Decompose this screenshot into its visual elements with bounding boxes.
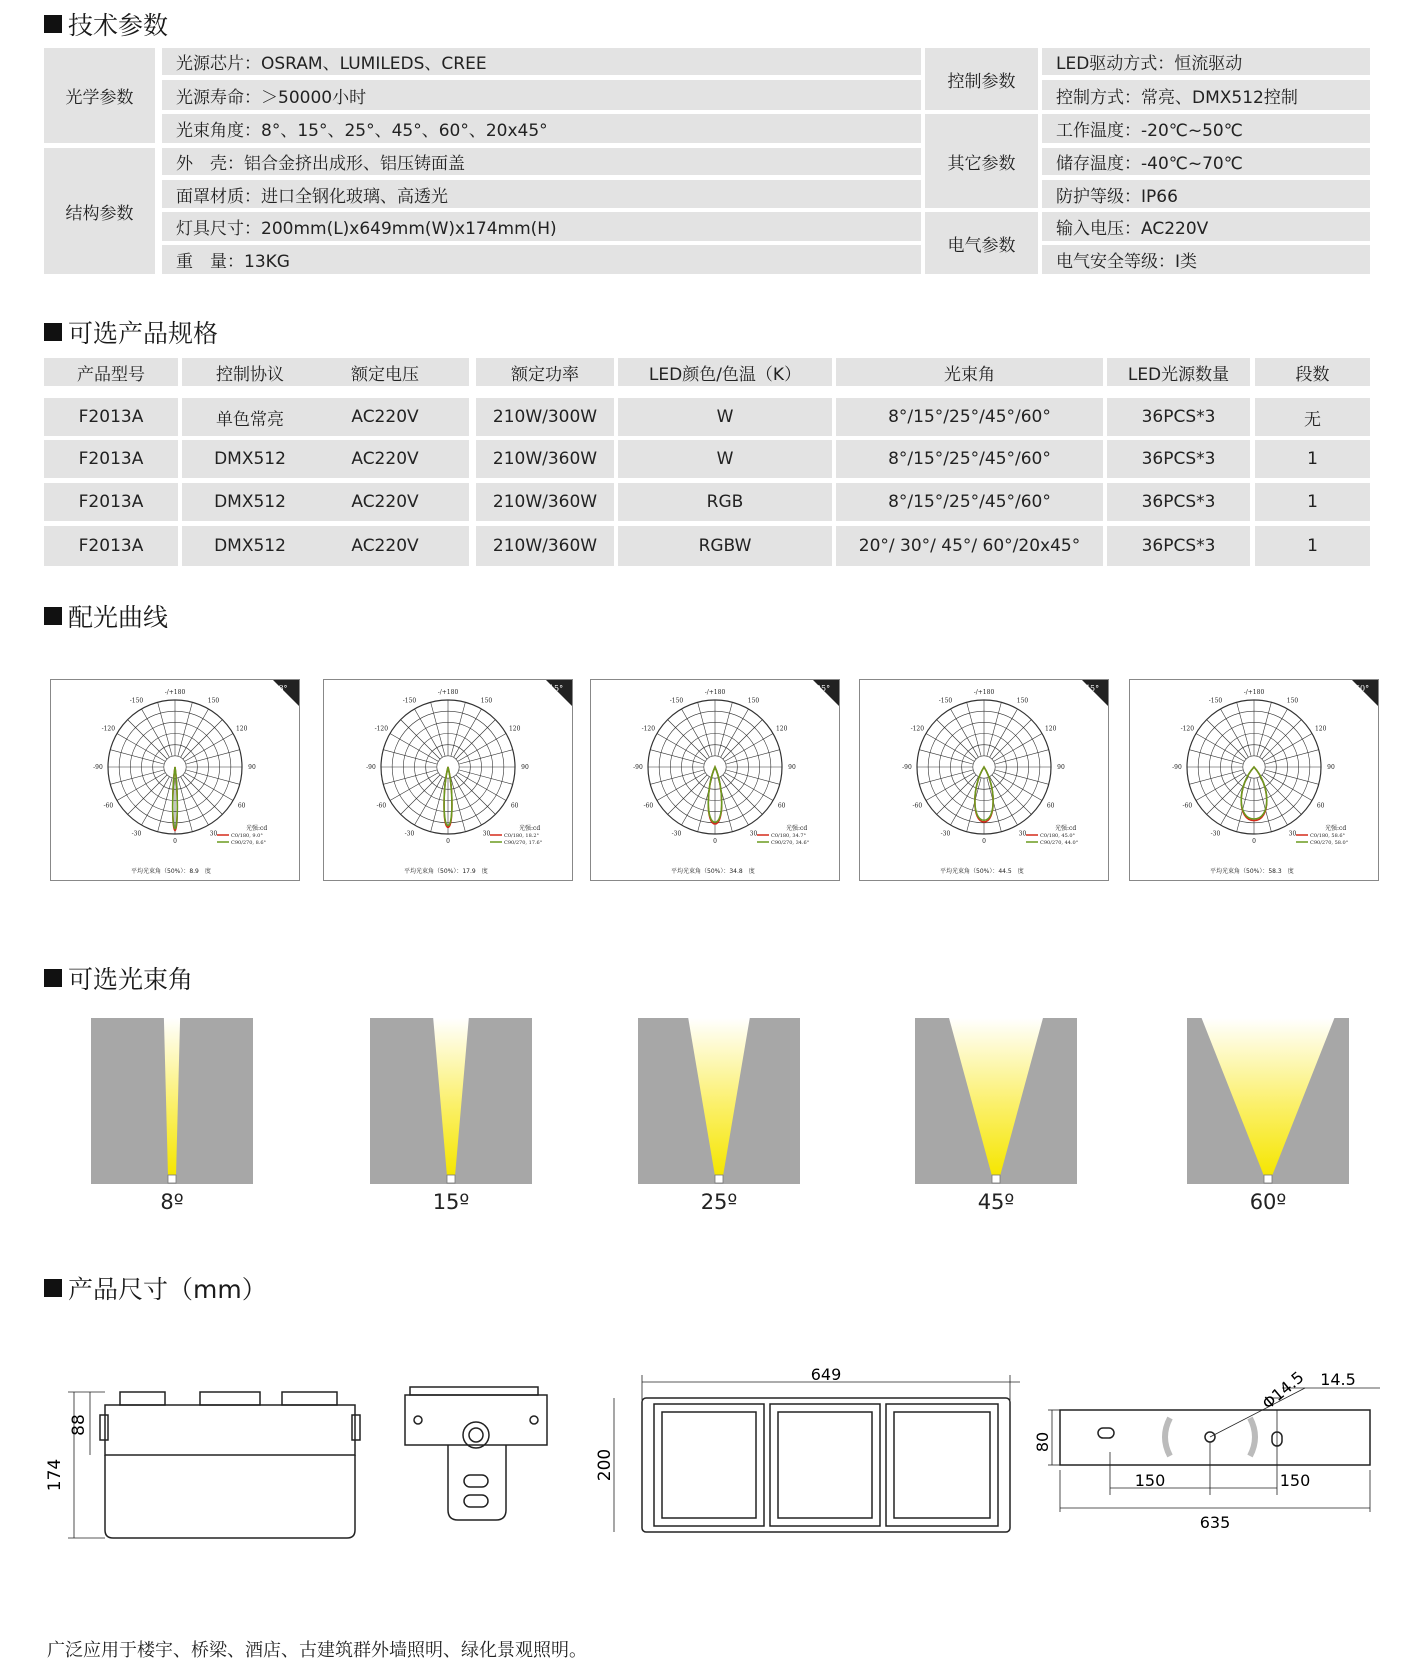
polar-tag-label: 25°: [815, 684, 831, 693]
tech-row: 面罩材质：进口全钢化玻璃、高透光: [162, 180, 921, 208]
table-cell: 36PCS*3: [1107, 440, 1250, 478]
section-title-spec: 可选产品规格: [44, 314, 218, 350]
polar-angle-label: 0: [173, 838, 177, 845]
table-cell: 210W/360W: [476, 526, 614, 566]
tech-group-other: 其它参数: [925, 114, 1038, 208]
polar-angle-label: 60: [1046, 802, 1055, 810]
polar-angle-label: 60: [1316, 802, 1325, 810]
polar-legend-c90: C90/270, 44.0°: [1040, 840, 1079, 846]
polar-tag-label: 15°: [548, 684, 564, 693]
polar-unit-label: 光强:cd: [1325, 825, 1347, 832]
polar-angle-label: 0: [1252, 838, 1256, 845]
polar-angle-label: 60: [237, 802, 246, 810]
light-source-icon: [992, 1175, 1000, 1183]
polar-grid-spoke: [431, 702, 445, 756]
polar-grid-spoke: [668, 720, 707, 759]
polar-grid-spoke: [992, 720, 1031, 759]
end-view-drawing: [400, 1375, 560, 1540]
polar-angle-label: -/+180: [704, 689, 726, 696]
polar-grid-spoke: [178, 702, 192, 756]
front-view-housing: [642, 1398, 1010, 1532]
tech-row: 防护等级：IP66: [1042, 180, 1370, 208]
polar-grid-spoke: [992, 775, 1031, 814]
table-header-cell: 额定电压: [301, 358, 469, 386]
beam-illustration: [91, 1018, 253, 1184]
polar-angle-label: -120: [1180, 725, 1195, 733]
polar-grid-spoke: [451, 778, 465, 832]
polar-grid-spoke: [183, 775, 222, 814]
polar-grid-spoke: [726, 770, 780, 784]
beam-angle-label: 60º: [1249, 1190, 1287, 1214]
polar-legend-c0: C0/180, 18.2°: [504, 833, 540, 839]
polar-angle-label: 120: [775, 725, 788, 733]
polar-grid-spoke: [1262, 775, 1301, 814]
table-cell: F2013A: [44, 440, 178, 478]
polar-grid-spoke: [995, 770, 1049, 784]
square-bullet-icon: [44, 969, 62, 987]
table-header-cell: 光束角: [836, 358, 1103, 386]
polar-grid-spoke: [1262, 720, 1301, 759]
side-view-module: [120, 1392, 165, 1405]
polar-grid-spoke: [698, 702, 712, 756]
beam-cone: [433, 1018, 469, 1176]
end-view-bracket: [448, 1445, 506, 1520]
polar-grid-spoke: [919, 750, 973, 764]
dim-label-649: 649: [810, 1365, 842, 1384]
side-view-bracket: [100, 1415, 108, 1440]
polar-legend-c0: C0/180, 58.6°: [1310, 833, 1346, 839]
polar-grid-spoke: [456, 720, 495, 759]
polar-angle-label: -/+180: [1243, 689, 1265, 696]
dim-label-150: 150: [1279, 1471, 1311, 1490]
polar-chart-svg: [1130, 680, 1378, 880]
polar-legend-c0: C0/180, 34.7°: [771, 833, 807, 839]
polar-grid-spoke: [1265, 750, 1319, 764]
tech-row: 重 量：13KG: [162, 245, 921, 274]
polar-unit-label: 光强:cd: [1055, 825, 1077, 832]
polar-chart: [590, 679, 840, 881]
polar-angle-label: -120: [374, 725, 389, 733]
polar-angle-label: 150: [747, 697, 760, 705]
polar-grid-spoke: [128, 775, 167, 814]
polar-angle-label: 30: [1288, 830, 1297, 838]
table-cell: RGB: [618, 483, 832, 521]
polar-legend-c90: C90/270, 34.6°: [771, 840, 810, 846]
light-source-icon: [447, 1175, 455, 1183]
beam-angle-label: 25º: [700, 1190, 738, 1214]
polar-grid-spoke: [383, 770, 437, 784]
tech-row: 光源芯片：OSRAM、LUMILEDS、CREE: [162, 48, 921, 75]
polar-angle-label: 90: [1057, 764, 1065, 771]
polar-unit-label: 光强:cd: [519, 825, 541, 832]
polar-angle-label: -30: [1210, 830, 1221, 838]
polar-angle-label: -120: [910, 725, 925, 733]
beam-illustration: [915, 1018, 1077, 1184]
polar-angle-label: 150: [480, 697, 493, 705]
table-cell: 210W/300W: [476, 398, 614, 436]
polar-grid-spoke: [919, 770, 973, 784]
beam-angle-label: 45º: [977, 1190, 1015, 1214]
table-cell: 8°/15°/25°/45°/60°: [836, 483, 1103, 521]
polar-angle-label: -120: [101, 725, 116, 733]
polar-angle-label: -150: [129, 697, 144, 705]
beam-cone: [949, 1018, 1043, 1176]
table-cell: 单色常亮: [182, 398, 318, 436]
polar-grid-spoke: [128, 720, 167, 759]
polar-grid-spoke: [1189, 750, 1243, 764]
polar-legend-c0: C0/180, 45.0°: [1040, 833, 1076, 839]
polar-angle-label: -120: [641, 725, 656, 733]
polar-angle-label: -90: [633, 764, 643, 771]
tech-row: 光源寿命：＞50000小时: [162, 80, 921, 110]
light-source-icon: [1264, 1175, 1272, 1183]
end-view-body: [405, 1395, 547, 1445]
polar-angle-label: 90: [1327, 764, 1335, 771]
table-cell: W: [618, 440, 832, 478]
polar-angle-label: 120: [1044, 725, 1057, 733]
polar-angle-label: 90: [788, 764, 796, 771]
front-view-panel: [770, 1404, 880, 1526]
polar-grid-spoke: [431, 778, 445, 832]
table-cell: 36PCS*3: [1107, 526, 1250, 566]
dim-label-635: 635: [1199, 1513, 1231, 1532]
dim-label-200: 200: [595, 1448, 615, 1482]
tech-row: LED驱动方式：恒流驱动: [1042, 48, 1370, 75]
polar-angle-label: 30: [749, 830, 758, 838]
polar-chart: [1129, 679, 1379, 881]
tech-row: 控制方式：常亮、DMX512控制: [1042, 80, 1370, 110]
beam-angle-label: 8º: [160, 1190, 184, 1214]
table-header-cell: LED光源数量: [1107, 358, 1250, 386]
polar-grid-spoke: [1237, 702, 1251, 756]
end-view-knob: [463, 1422, 489, 1448]
polar-angle-label: -30: [131, 830, 142, 838]
polar-grid-spoke: [650, 750, 704, 764]
polar-angle-label: 0: [982, 838, 986, 845]
polar-angle-label: 60: [510, 802, 519, 810]
polar-grid-spoke: [650, 770, 704, 784]
slot-arc: [1165, 1418, 1170, 1456]
dim-label-150: 150: [1134, 1471, 1166, 1490]
table-cell: AC220V: [301, 398, 469, 436]
beam-cone: [1202, 1018, 1335, 1176]
polar-angle-label: -150: [1208, 697, 1223, 705]
polar-grid-spoke: [726, 750, 780, 764]
dim-label-diameter: Φ14.5: [1258, 1367, 1308, 1414]
polar-angle-label: -30: [671, 830, 682, 838]
polar-grid-spoke: [383, 750, 437, 764]
polar-angle-label: 120: [235, 725, 248, 733]
table-cell: AC220V: [301, 483, 469, 521]
polar-chart: [50, 679, 300, 881]
polar-grid-spoke: [995, 750, 1049, 764]
beam-cone: [688, 1018, 750, 1176]
polar-grid-spoke: [401, 720, 440, 759]
square-bullet-icon: [44, 1279, 62, 1297]
table-cell: 无: [1255, 398, 1370, 436]
side-view-bracket: [352, 1415, 360, 1440]
polar-legend-c90: C90/270, 58.0°: [1310, 840, 1349, 846]
beam-cone: [164, 1018, 180, 1176]
bottom-view-drawing: [1033, 1367, 1380, 1550]
polar-grid-spoke: [967, 702, 981, 756]
polar-grid-spoke: [668, 775, 707, 814]
tech-row: 外 壳：铝合金挤出成形、铝压铸面盖: [162, 148, 921, 175]
light-source-icon: [168, 1175, 176, 1183]
polar-grid-spoke: [110, 770, 164, 784]
polar-grid-spoke: [401, 775, 440, 814]
polar-grid-spoke: [1189, 770, 1243, 784]
table-cell: 36PCS*3: [1107, 398, 1250, 436]
polar-angle-label: -/+180: [164, 689, 186, 696]
front-view-panel: [654, 1404, 764, 1526]
side-view-lower-body: [105, 1455, 355, 1538]
table-cell: 36PCS*3: [1107, 483, 1250, 521]
square-bullet-icon: [44, 607, 62, 625]
dim-label-174: 174: [45, 1458, 65, 1492]
table-cell: F2013A: [44, 526, 178, 566]
polar-angle-label: 30: [1018, 830, 1027, 838]
polar-angle-label: 60: [777, 802, 786, 810]
polar-unit-label: 光强:cd: [246, 825, 268, 832]
polar-tag-label: 45°: [1084, 684, 1100, 693]
polar-grid-spoke: [967, 778, 981, 832]
polar-caption: 平均光束角（50%）：34.8 度: [671, 868, 755, 875]
polar-angle-label: -30: [940, 830, 951, 838]
polar-angle-label: -150: [938, 697, 953, 705]
tech-row: 光束角度：8°、15°、25°、45°、60°、20x45°: [162, 114, 921, 143]
polar-chart: [859, 679, 1109, 881]
tech-row: 电气安全等级：I类: [1042, 245, 1370, 274]
side-view-upper-body: [105, 1405, 355, 1455]
polar-angle-label: 150: [207, 697, 220, 705]
side-view-drawing: [45, 1370, 370, 1545]
polar-chart: [323, 679, 573, 881]
polar-chart-svg: [324, 680, 572, 880]
table-cell: 210W/360W: [476, 440, 614, 478]
polar-tag-label: 60°: [1354, 684, 1370, 693]
polar-angle-label: -90: [93, 764, 103, 771]
table-cell: 210W/360W: [476, 483, 614, 521]
polar-unit-label: 光强:cd: [786, 825, 808, 832]
table-cell: DMX512: [182, 483, 318, 521]
polar-angle-label: 150: [1286, 697, 1299, 705]
tech-group-optical: 光学参数: [44, 48, 155, 143]
polar-grid-spoke: [987, 778, 1001, 832]
dim-label-88: 88: [69, 1414, 89, 1436]
polar-chart-svg: [860, 680, 1108, 880]
front-view-drawing: [595, 1365, 1020, 1550]
polar-grid-spoke: [186, 750, 240, 764]
polar-angle-label: 30: [482, 830, 491, 838]
table-cell: AC220V: [301, 526, 469, 566]
polar-angle-label: 90: [248, 764, 256, 771]
polar-angle-label: -60: [103, 802, 114, 810]
dim-label-14-5: 14.5: [1320, 1370, 1356, 1389]
polar-angle-label: -90: [902, 764, 912, 771]
polar-grid-spoke: [110, 750, 164, 764]
beam-illustration: [638, 1018, 800, 1184]
table-cell: 1: [1255, 526, 1370, 566]
polar-grid-spoke: [723, 775, 762, 814]
side-view-module: [200, 1392, 260, 1405]
side-view-module: [282, 1392, 337, 1405]
square-bullet-icon: [44, 15, 62, 33]
polar-legend-c90: C90/270, 17.6°: [504, 840, 543, 846]
polar-angle-label: 0: [713, 838, 717, 845]
table-header-cell: 段数: [1255, 358, 1370, 386]
polar-chart-svg: [591, 680, 839, 880]
polar-tag-label: 8°: [278, 684, 288, 693]
tech-group-electric: 电气参数: [925, 212, 1038, 274]
table-cell: 1: [1255, 440, 1370, 478]
polar-angle-label: 150: [1016, 697, 1029, 705]
polar-legend-c0: C0/180, 9.0°: [231, 833, 263, 839]
polar-grid-spoke: [183, 720, 222, 759]
tech-group-structure: 结构参数: [44, 148, 155, 274]
table-cell: DMX512: [182, 526, 318, 566]
polar-angle-label: -60: [1182, 802, 1193, 810]
polar-grid-spoke: [451, 702, 465, 756]
table-header-cell: LED颜色/色温（K）: [618, 358, 832, 386]
polar-grid-spoke: [158, 702, 172, 756]
dim-label-80: 80: [1033, 1431, 1052, 1453]
table-cell: AC220V: [301, 440, 469, 478]
tech-row: 灯具尺寸：200mm(L)x649mm(W)x174mm(H): [162, 212, 921, 241]
polar-grid-spoke: [718, 702, 732, 756]
tech-row: 输入电压：AC220V: [1042, 212, 1370, 241]
polar-angle-label: -/+180: [973, 689, 995, 696]
table-cell: 8°/15°/25°/45°/60°: [836, 398, 1103, 436]
slot-arc: [1250, 1418, 1255, 1456]
section-title-tech: 技术参数: [44, 6, 168, 42]
polar-grid-spoke: [158, 778, 172, 832]
light-source-icon: [715, 1175, 723, 1183]
table-header-cell: 产品型号: [44, 358, 178, 386]
polar-grid-spoke: [186, 770, 240, 784]
table-cell: 1: [1255, 483, 1370, 521]
polar-angle-label: 120: [508, 725, 521, 733]
end-view-top: [410, 1387, 538, 1395]
table-cell: 20°/ 30°/ 45°/ 60°/20x45°: [836, 526, 1103, 566]
polar-angle-label: -90: [366, 764, 376, 771]
polar-chart-svg: [51, 680, 299, 880]
polar-caption: 平均光束角（50%）：44.5 度: [940, 868, 1024, 875]
polar-grid-spoke: [937, 720, 976, 759]
polar-grid-spoke: [1265, 770, 1319, 784]
polar-angle-label: -/+180: [437, 689, 459, 696]
polar-grid-spoke: [178, 778, 192, 832]
square-bullet-icon: [44, 323, 62, 341]
polar-caption: 平均光束角（50%）：8.9 度: [131, 868, 211, 875]
polar-grid-spoke: [723, 720, 762, 759]
polar-grid-spoke: [456, 775, 495, 814]
table-header-cell: 控制协议: [182, 358, 318, 386]
polar-angle-label: -60: [643, 802, 654, 810]
front-view-panel: [886, 1404, 998, 1526]
beam-angle-label: 15º: [432, 1190, 470, 1214]
polar-grid-spoke: [987, 702, 1001, 756]
table-header-cell: 额定功率: [476, 358, 614, 386]
tech-group-control: 控制参数: [925, 48, 1038, 110]
polar-angle-label: -150: [669, 697, 684, 705]
polar-angle-label: 0: [446, 838, 450, 845]
polar-caption: 平均光束角（50%）：17.9 度: [404, 868, 488, 875]
beam-illustration: [370, 1018, 532, 1184]
table-cell: F2013A: [44, 483, 178, 521]
polar-angle-label: -150: [402, 697, 417, 705]
polar-angle-label: 120: [1314, 725, 1327, 733]
polar-grid-spoke: [1207, 720, 1246, 759]
table-cell: F2013A: [44, 398, 178, 436]
table-cell: 8°/15°/25°/45°/60°: [836, 440, 1103, 478]
polar-angle-label: -30: [404, 830, 415, 838]
polar-grid-spoke: [1207, 775, 1246, 814]
polar-angle-label: -60: [912, 802, 923, 810]
section-title-size: 产品尺寸（mm）: [44, 1270, 267, 1306]
polar-grid-spoke: [937, 775, 976, 814]
polar-angle-label: 90: [521, 764, 529, 771]
section-title-beam: 可选光束角: [44, 960, 193, 996]
polar-grid-spoke: [1257, 702, 1271, 756]
polar-angle-label: -60: [376, 802, 387, 810]
polar-angle-label: 30: [209, 830, 218, 838]
polar-legend-c90: C90/270, 8.6°: [231, 840, 267, 846]
tech-row: 储存温度：-40℃~70℃: [1042, 148, 1370, 175]
section-title-curve: 配光曲线: [44, 598, 168, 634]
polar-angle-label: -90: [1172, 764, 1182, 771]
table-cell: DMX512: [182, 440, 318, 478]
polar-caption: 平均光束角（50%）：58.3 度: [1210, 868, 1294, 875]
beam-illustration: [1187, 1018, 1349, 1184]
table-cell: RGBW: [618, 526, 832, 566]
polar-grid-spoke: [459, 770, 513, 784]
tech-row: 工作温度：-20℃~50℃: [1042, 114, 1370, 143]
footer-text: 广泛应用于楼宇、桥梁、酒店、古建筑群外墙照明、绿化景观照明。: [47, 1640, 587, 1661]
polar-grid-spoke: [459, 750, 513, 764]
table-cell: W: [618, 398, 832, 436]
